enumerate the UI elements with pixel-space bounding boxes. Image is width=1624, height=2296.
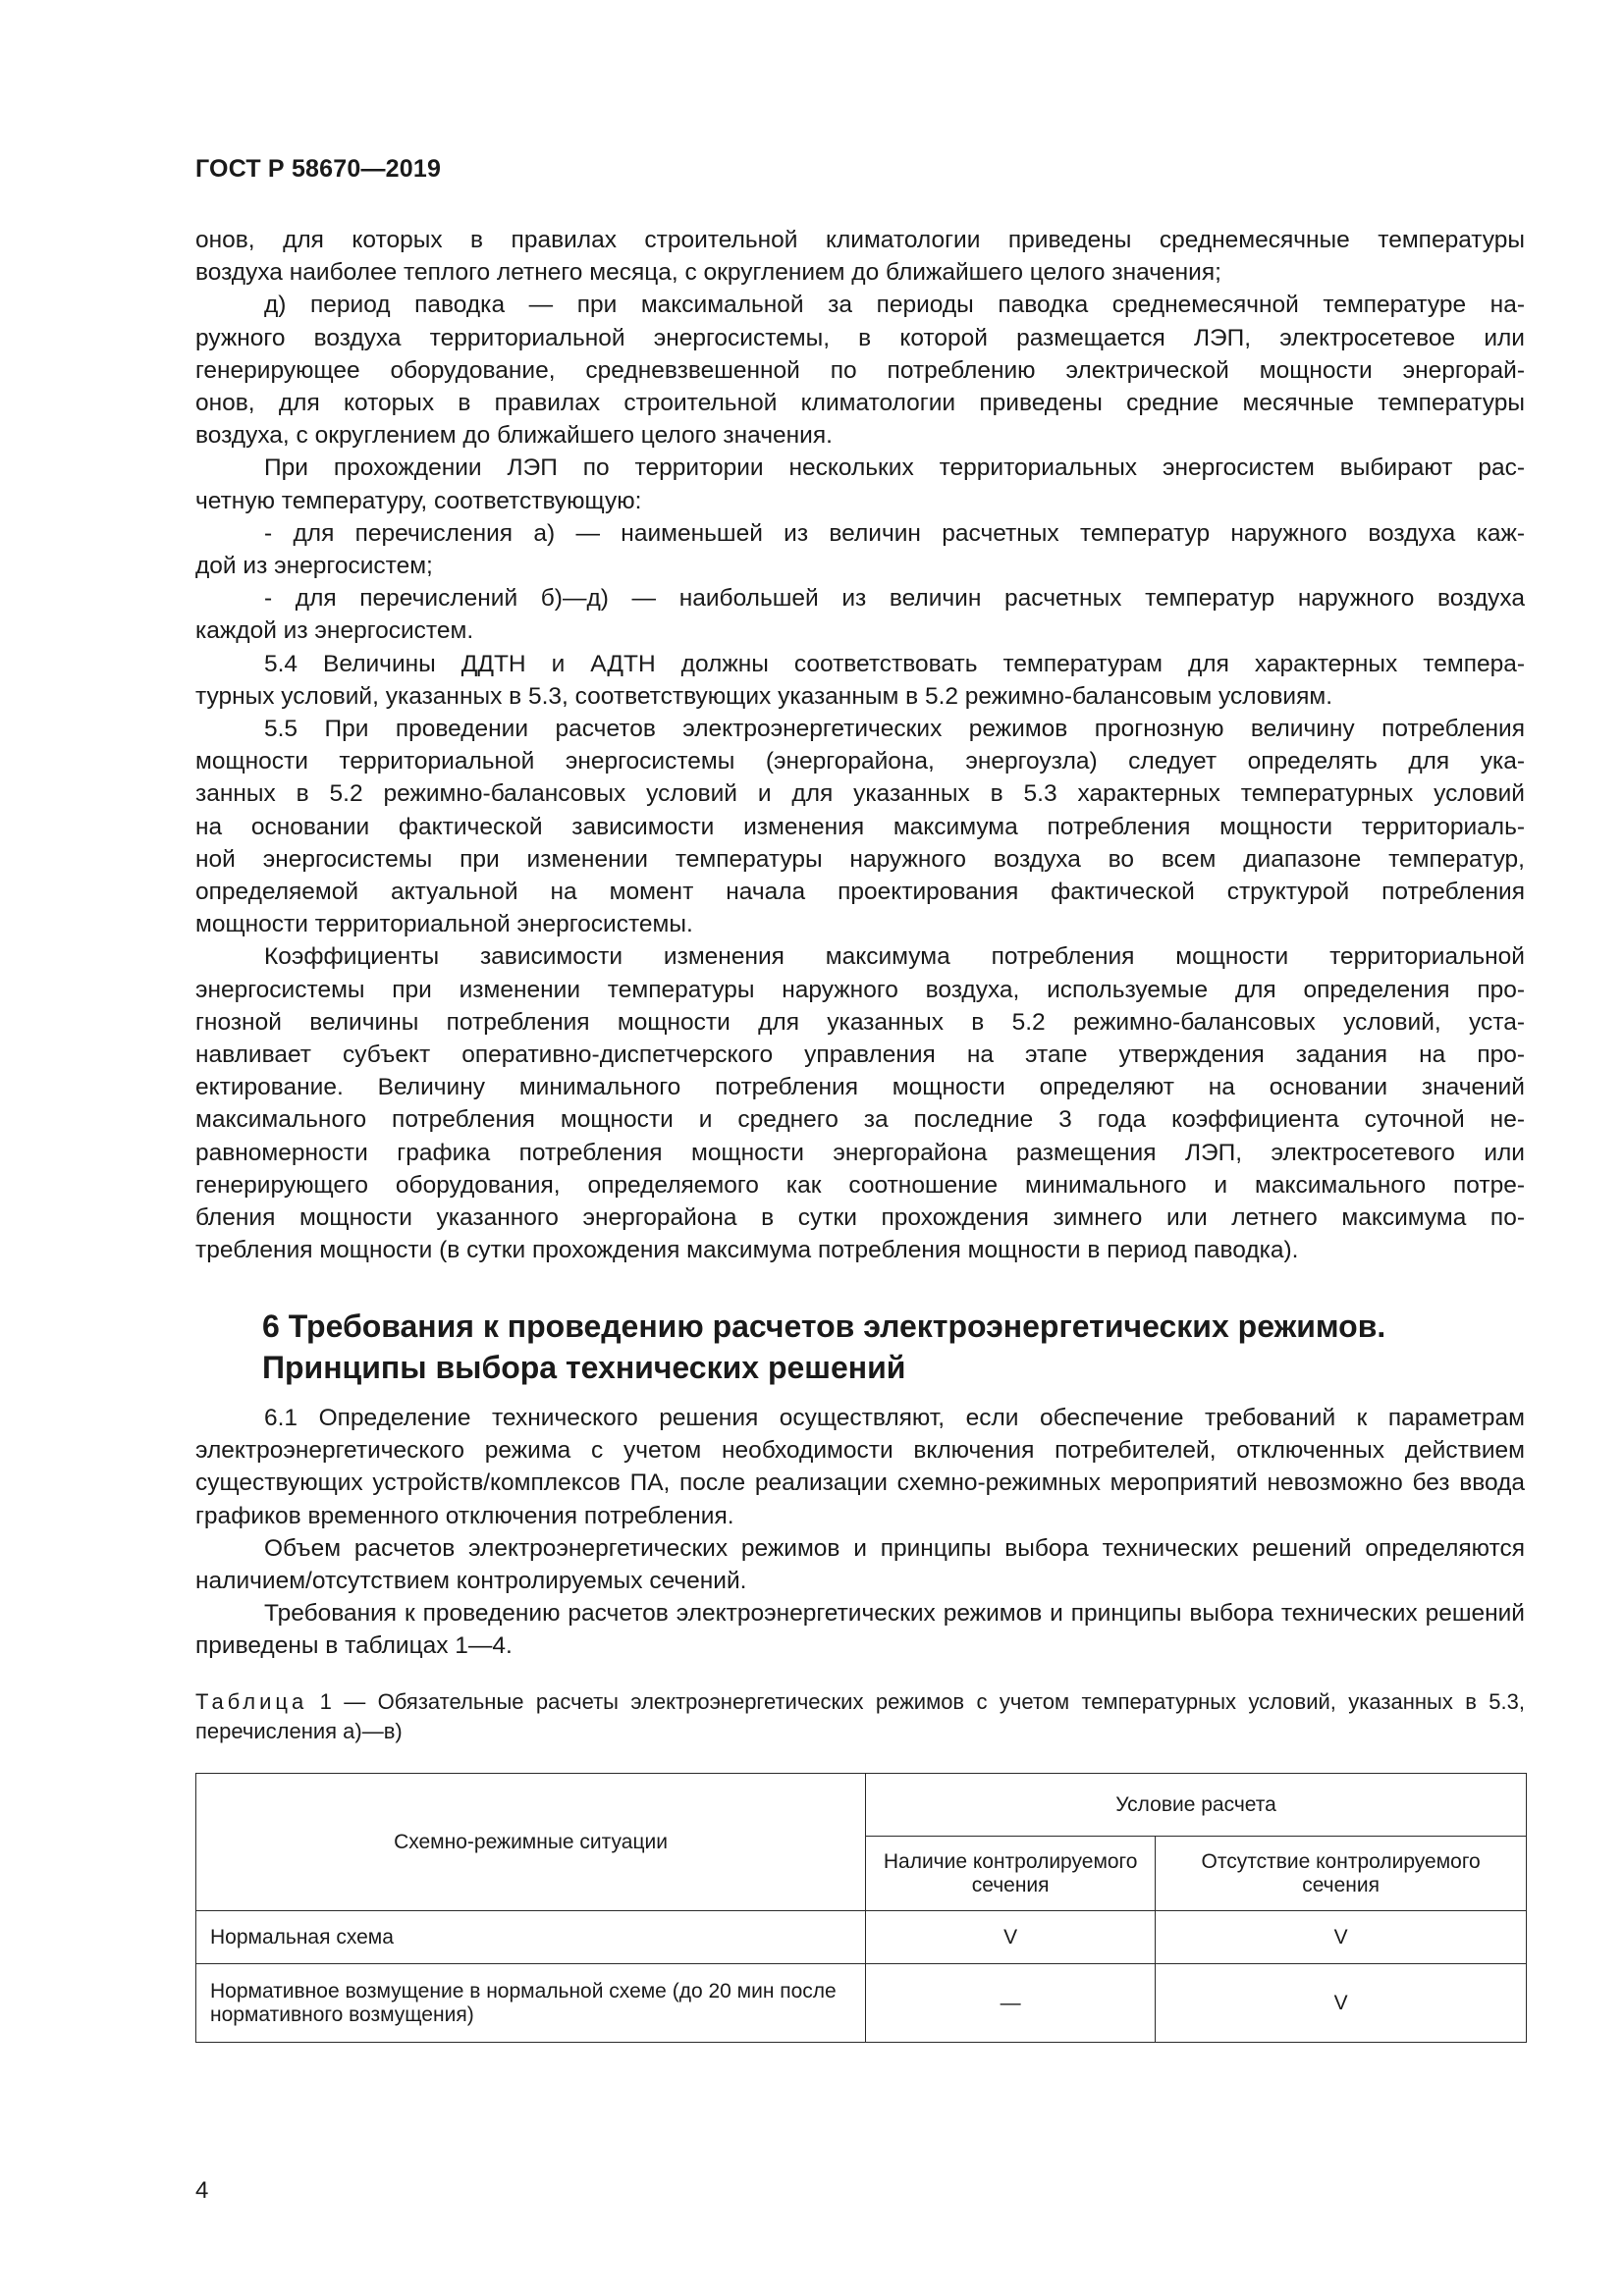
text-line: каждой из энергосистем.	[195, 617, 474, 645]
cell-situation: Нормативное возмущение в нормальной схеме (до 20 мин после нормативного возмущения)	[196, 1964, 866, 2043]
table-row	[196, 1911, 1527, 1964]
text-line: максимального потребления мощности и среднего за последние 3 года коэффициента суточной не-	[195, 1106, 1525, 1134]
text-line: четную температуру, соответствующую:	[195, 487, 642, 514]
table-row	[196, 1964, 1527, 2043]
text-line: бления мощности указанного энергорайона в сутки прохождения зимнего или летнего максимума по-	[195, 1204, 1525, 1232]
text-line: занных в 5.2 режимно-балансовых условий и для указанных в 5.3 характерных температурных условий	[195, 780, 1525, 808]
text-line: гнозной величины потребления мощности для указанных в 5.2 режимно-балансовых условий, уста-	[195, 1008, 1525, 1036]
document-header: ГОСТ Р 58670—2019	[195, 155, 442, 183]
section-heading	[262, 1306, 1539, 1388]
text-line: онов, для которых в правилах строительной климатологии приведены средние месячные температуры	[195, 390, 1525, 417]
paragraph: Требования к проведению расчетов электроэнергетических режимов и принципы выбора технических решений приведены в таблицах 1—4.	[195, 1600, 1525, 1660]
text-line: д) период паводка — при максимальной за периоды паводка среднемесячной температуре на-	[264, 292, 1525, 319]
text-line: 5.4 Величины ДДТН и АДТН должны соответствовать температурам для характерных темпера-	[264, 650, 1525, 677]
cell-situation: Нормальная схема	[196, 1911, 866, 1964]
header-with-section: Наличие контролируемого сечения	[866, 1837, 1156, 1911]
text-line: генерирующее оборудование, средневзвешенной по потреблению электрической мощности энергорай-	[195, 356, 1525, 384]
text-line: - для перечисления а) — наименьшей из величин расчетных температур наружного воздуха каж-	[264, 519, 1525, 547]
cell-without: V	[1156, 1911, 1527, 1964]
header-without-section: Отсутствие контролируемого сечения	[1156, 1837, 1527, 1911]
cell-with: V	[866, 1911, 1156, 1964]
section-title-line2: Принципы выбора технических решений	[262, 1350, 906, 1385]
text-line: - для перечислений б)—д) — наибольшей из величин расчетных температур наружного воздуха	[264, 585, 1525, 613]
section-text	[195, 1402, 1525, 1663]
text-line: турных условий, указанных в 5.3, соответствующих указанным в 5.2 режимно-балансовым условиям.	[195, 682, 1333, 710]
table-caption-text: 1 — Обязательные расчеты электроэнергетических режимов с учетом температурных условий, указанных в 5.3, перечисления а)—в)	[195, 1689, 1525, 1743]
text-line: мощности территориальной энергосистемы.	[195, 911, 693, 938]
text-line: равномерности графика потребления мощности энергорайона размещения ЛЭП, электросетевого или	[195, 1139, 1525, 1166]
text-line: энергосистемы при изменении температуры наружного воздуха, используемые для определения про-	[195, 976, 1525, 1003]
paragraph: 6.1 Определение технического решения осуществляют, если обеспечение требований к параметрам электроэнергетического режима с учетом необходимости включения потребителей, отключенных действием существующих устройств/комплексов ПА, после реализации схемно-режимных мероприятий невозможно без ввода графиков временного отключения потребления.	[195, 1405, 1525, 1529]
text-line: на основании фактической зависимости изменения максимума потребления мощности территориаль-	[195, 813, 1525, 840]
paragraph: Объем расчетов электроэнергетических режимов и принципы выбора технических решений определяются наличием/отсутствием контролируемых сечений.	[195, 1534, 1525, 1595]
text-line: навливает субъект оперативно-диспетчерского управления на этапе утверждения задания на про-	[195, 1041, 1525, 1069]
table-1	[195, 1773, 1527, 2043]
page-number: 4	[195, 2177, 209, 2204]
text-line: ной энергосистемы при изменении температуры наружного воздуха во всем диапазоне температур,	[195, 845, 1525, 873]
table-caption-label: Таблица	[195, 1689, 308, 1714]
body-text	[195, 224, 1525, 1267]
text-line: требления мощности (в сутки прохождения максимума потребления мощности в период паводка).	[195, 1237, 1299, 1264]
text-line: ружного воздуха территориальной энергосистемы, в которой размещается ЛЭП, электросетевое или	[195, 324, 1525, 351]
header-condition: Условие расчета	[866, 1774, 1527, 1837]
text-line: дой из энергосистем;	[195, 553, 433, 580]
text-line: воздуха наиболее теплого летнего месяца, с округлением до ближайшего целого значения;	[195, 259, 1221, 287]
header-situations: Схемно-режимные ситуации	[196, 1774, 866, 1911]
cell-without: V	[1156, 1964, 1527, 2043]
section-title-line1: 6 Требования к проведению расчетов электроэнергетических режимов.	[262, 1308, 1386, 1344]
cell-with: —	[866, 1964, 1156, 2043]
text-line: ектирование. Величину минимального потребления мощности определяют на основании значений	[195, 1074, 1525, 1101]
text-line: генерирующего оборудования, определяемого как соотношение минимального и максимального потре-	[195, 1171, 1525, 1199]
text-line: Коэффициенты зависимости изменения максимума потребления мощности территориальной	[264, 943, 1525, 971]
text-line: 5.5 При проведении расчетов электроэнергетических режимов прогнозную величину потребления	[264, 716, 1525, 743]
text-line: воздуха, с округлением до ближайшего целого значения.	[195, 422, 833, 450]
table-caption	[195, 1687, 1525, 1746]
text-line: онов, для которых в правилах строительной климатологии приведены среднемесячные температуры	[195, 227, 1525, 253]
text-line: определяемой актуальной на момент начала проектирования фактической структурой потребления	[195, 879, 1525, 906]
text-line: При прохождении ЛЭП по территории нескольких территориальных энергосистем выбирают рас-	[264, 454, 1525, 482]
text-line: мощности территориальной энергосистемы (энергорайона, энергоузла) следует определять для ука-	[195, 748, 1525, 775]
